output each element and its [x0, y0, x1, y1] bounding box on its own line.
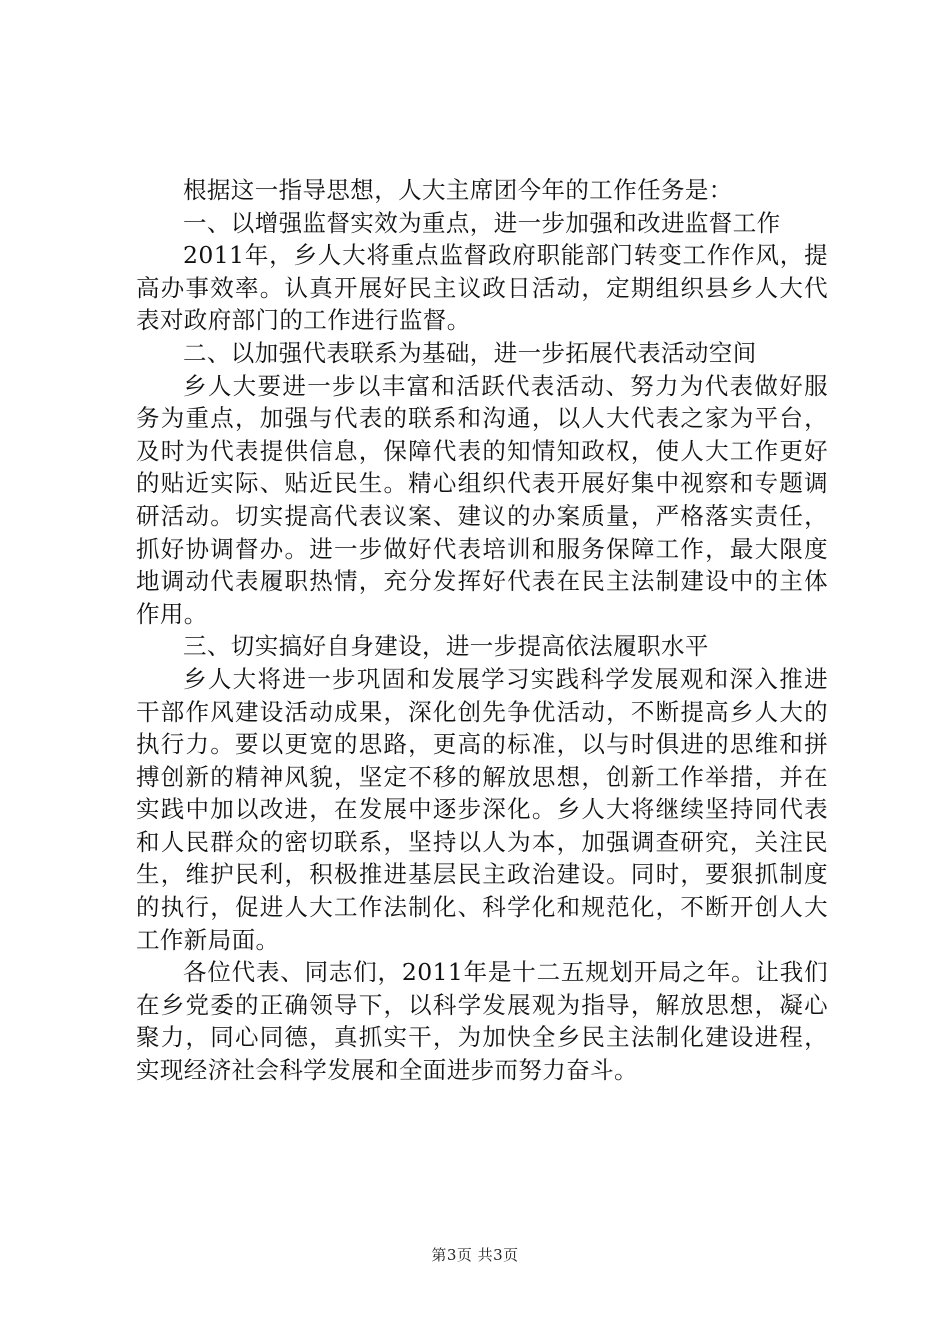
document-body — [136, 174, 828, 1087]
section-heading-3: 三、切实搞好自身建设，进一步提高依法履职水平 — [183, 632, 709, 661]
closing-paragraph: 各位代表、同志们，2011年是十二五规划开局之年。让我们在乡党委的正确领导下，以科学发展观为指导，解放思想，凝心聚力，同心同德，真抓实干，为加快全乡民主法制化建设进程，实现经济社会科学发展和全面进步而努力奋斗。 — [136, 958, 828, 1085]
section-2-paragraph: 乡人大要进一步以丰富和活跃代表活动、努力为代表做好服务为重点，加强与代表的联系和沟通，以人大代表之家为平台，及时为代表提供信息，保障代表的知情知政权，使人大工作更好的贴近实际、贴近民生。精心组织代表开展好集中视察和专题调研活动。切实提高代表议案、建议的办案质量，严格落实责任，抓好协调督办。进一步做好代表培训和服务保障工作，最大限度地调动代表履职热情，充分发挥好代表在民主法制建设中的主体作用。 — [136, 371, 828, 628]
section-heading-2: 二、以加强代表联系为基础，进一步拓展代表活动空间 — [183, 338, 757, 367]
section-1-paragraph: 2011年，乡人大将重点监督政府职能部门转变工作作风，提高办事效率。认真开展好民主议政日活动，定期组织县乡人大代表对政府部门的工作进行监督。 — [136, 241, 828, 335]
intro-paragraph: 根据这一指导思想，人大主席团今年的工作任务是： — [183, 176, 733, 204]
section-3-paragraph: 乡人大将进一步巩固和发展学习实践科学发展观和深入推进干部作风建设活动成果，深化创先争优活动，不断提高乡人大的执行力。要以更宽的思路，更高的标准，以与时俱进的思维和拼搏创新的精神风貌，坚定不移的解放思想，创新工作举措，并在实践中加以改进，在发展中逐步深化。乡人大将继续坚持同代表和人民群众的密切联系，坚持以人为本，加强调查研究，关注民生，维护民利，积极推进基层民主政治建设。同时，要狠抓制度的执行，促进人大工作法制化、科学化和规范化，不断开创人大工作新局面。 — [136, 664, 828, 954]
page-number-footer: 第3页 共3页 — [431, 1246, 519, 1264]
section-heading-1: 一、以增强监督实效为重点，进一步加强和改进监督工作 — [183, 208, 781, 237]
